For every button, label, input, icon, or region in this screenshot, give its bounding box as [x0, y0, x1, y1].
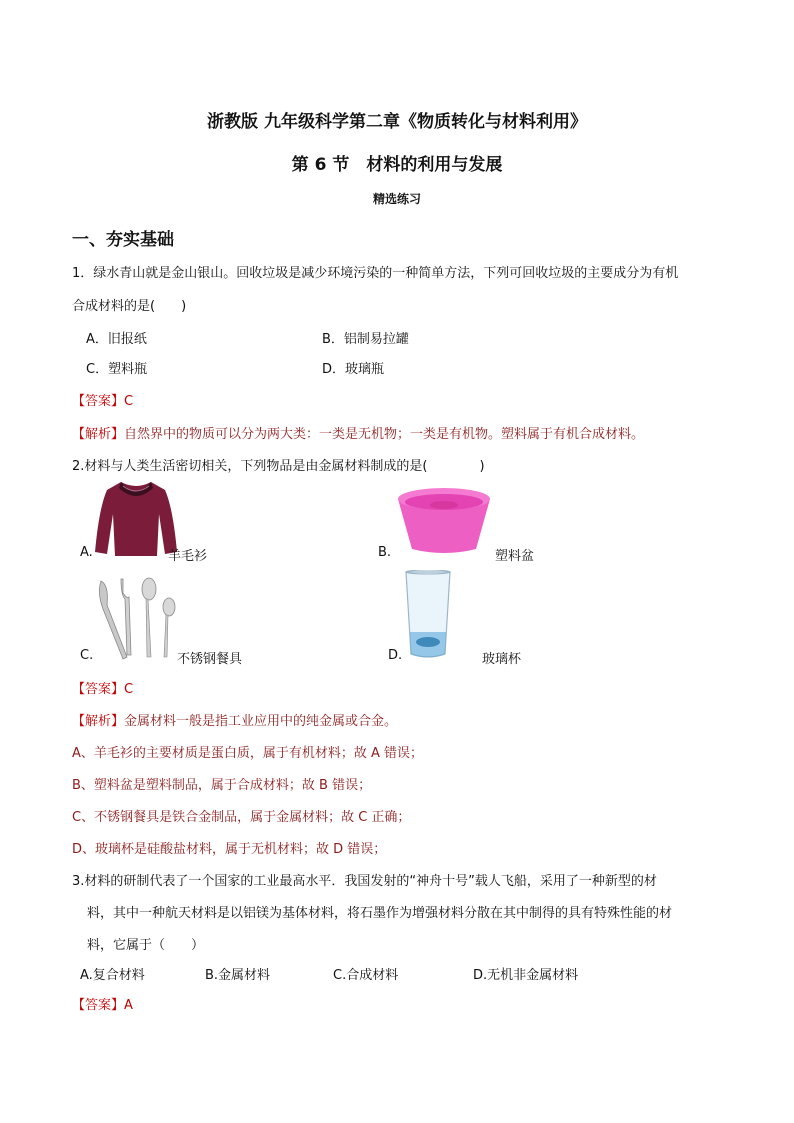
q3-answer-row [72, 994, 133, 1013]
q1-option-d: D．玻璃瓶 [322, 362, 385, 377]
q2-note-b: B、塑料盆是塑料制品，属于合成材料；故 B 错误； [72, 778, 372, 793]
q2-note-d: D、玻璃杯是硅酸盐材料，属于无机材料；故 D 错误； [72, 842, 387, 857]
subtitle: 精选练习 [372, 192, 421, 206]
q1-stem-line2: 合成材料的是( ) [72, 299, 187, 314]
q1-option-c: C．塑料瓶 [86, 362, 148, 377]
q2-option-d-label: 玻璃杯 [482, 652, 522, 667]
q1-option-a: A．旧报纸 [86, 332, 147, 347]
part-heading: 一、夯实基础 [72, 230, 174, 250]
q3-stem-line3: 料，它属于（ ） [87, 938, 205, 953]
q2-answer-row [72, 678, 133, 697]
q2-answer: C [124, 682, 134, 697]
q2-analysis: 金属材料一般是指工业应用中的纯金属或合金。 [124, 714, 398, 729]
glass-image [402, 570, 454, 662]
q2-option-d-letter: D. [388, 648, 403, 663]
answer-tag: 【答案】 [72, 998, 125, 1013]
q3-stem-line1: 3.材料的研制代表了一个国家的工业最高水平．我国发射的“神舟十号”载人飞船，采用了一种新型的材 [72, 874, 657, 889]
answer-tag: 【答案】 [72, 682, 125, 697]
q2-note-a: A、羊毛衫的主要材质是蛋白质，属于有机材料；故 A 错误； [72, 746, 424, 761]
q3-option-a: A.复合材料 [80, 968, 145, 983]
q1-analysis: 自然界中的物质可以分为两大类：一类是无机物；一类是有机物。塑料属于有机合成材料。 [124, 427, 645, 442]
section-title: 第 6 节 材料的利用与发展 [291, 155, 503, 175]
q1-stem-line1: 1．绿水青山就是金山银山。回收垃圾是减少环境污染的一种简单方法，下列可回收垃圾的主要成分为有机 [72, 266, 679, 281]
q1-analysis-row [72, 423, 644, 442]
q3-option-c: C.合成材料 [333, 968, 399, 983]
q3-option-d: D.无机非金属材料 [473, 968, 579, 983]
q2-option-c-letter: C. [80, 648, 94, 663]
q2-option-b-letter: B. [378, 545, 392, 560]
q2-option-a-letter: A. [80, 545, 93, 560]
q1-answer-row [72, 390, 133, 409]
q1-answer: C [124, 394, 134, 409]
analysis-tag: 【解析】 [72, 714, 125, 729]
basin-image [396, 485, 492, 557]
q2-note-c: C、不锈钢餐具是铁合金制品，属于金属材料；故 C 正确； [72, 810, 411, 825]
q3-option-b: B.金属材料 [205, 968, 271, 983]
q2-option-c-label: 不锈钢餐具 [177, 652, 243, 667]
answer-tag: 【答案】 [72, 394, 125, 409]
document-title: 浙教版 九年级科学第二章《物质转化与材料利用》 [207, 112, 587, 132]
q2-analysis-row [72, 710, 397, 729]
q2-option-b-label: 塑料盆 [495, 549, 535, 564]
q3-answer: A [124, 998, 133, 1013]
q1-option-b: B．铝制易拉罐 [322, 332, 409, 347]
sweater-image [93, 478, 179, 558]
q2-option-a-label: 羊毛衫 [168, 549, 208, 564]
cutlery-image [97, 575, 181, 661]
q2-stem: 2.材料与人类生活密切相关，下列物品是由金属材料制成的是( ) [72, 459, 485, 474]
q3-stem-line2: 料，其中一种航天材料是以铝镁为基体材料，将石墨作为增强材料分散在其中制得的具有特殊性能的材 [87, 906, 673, 921]
analysis-tag: 【解析】 [72, 427, 125, 442]
